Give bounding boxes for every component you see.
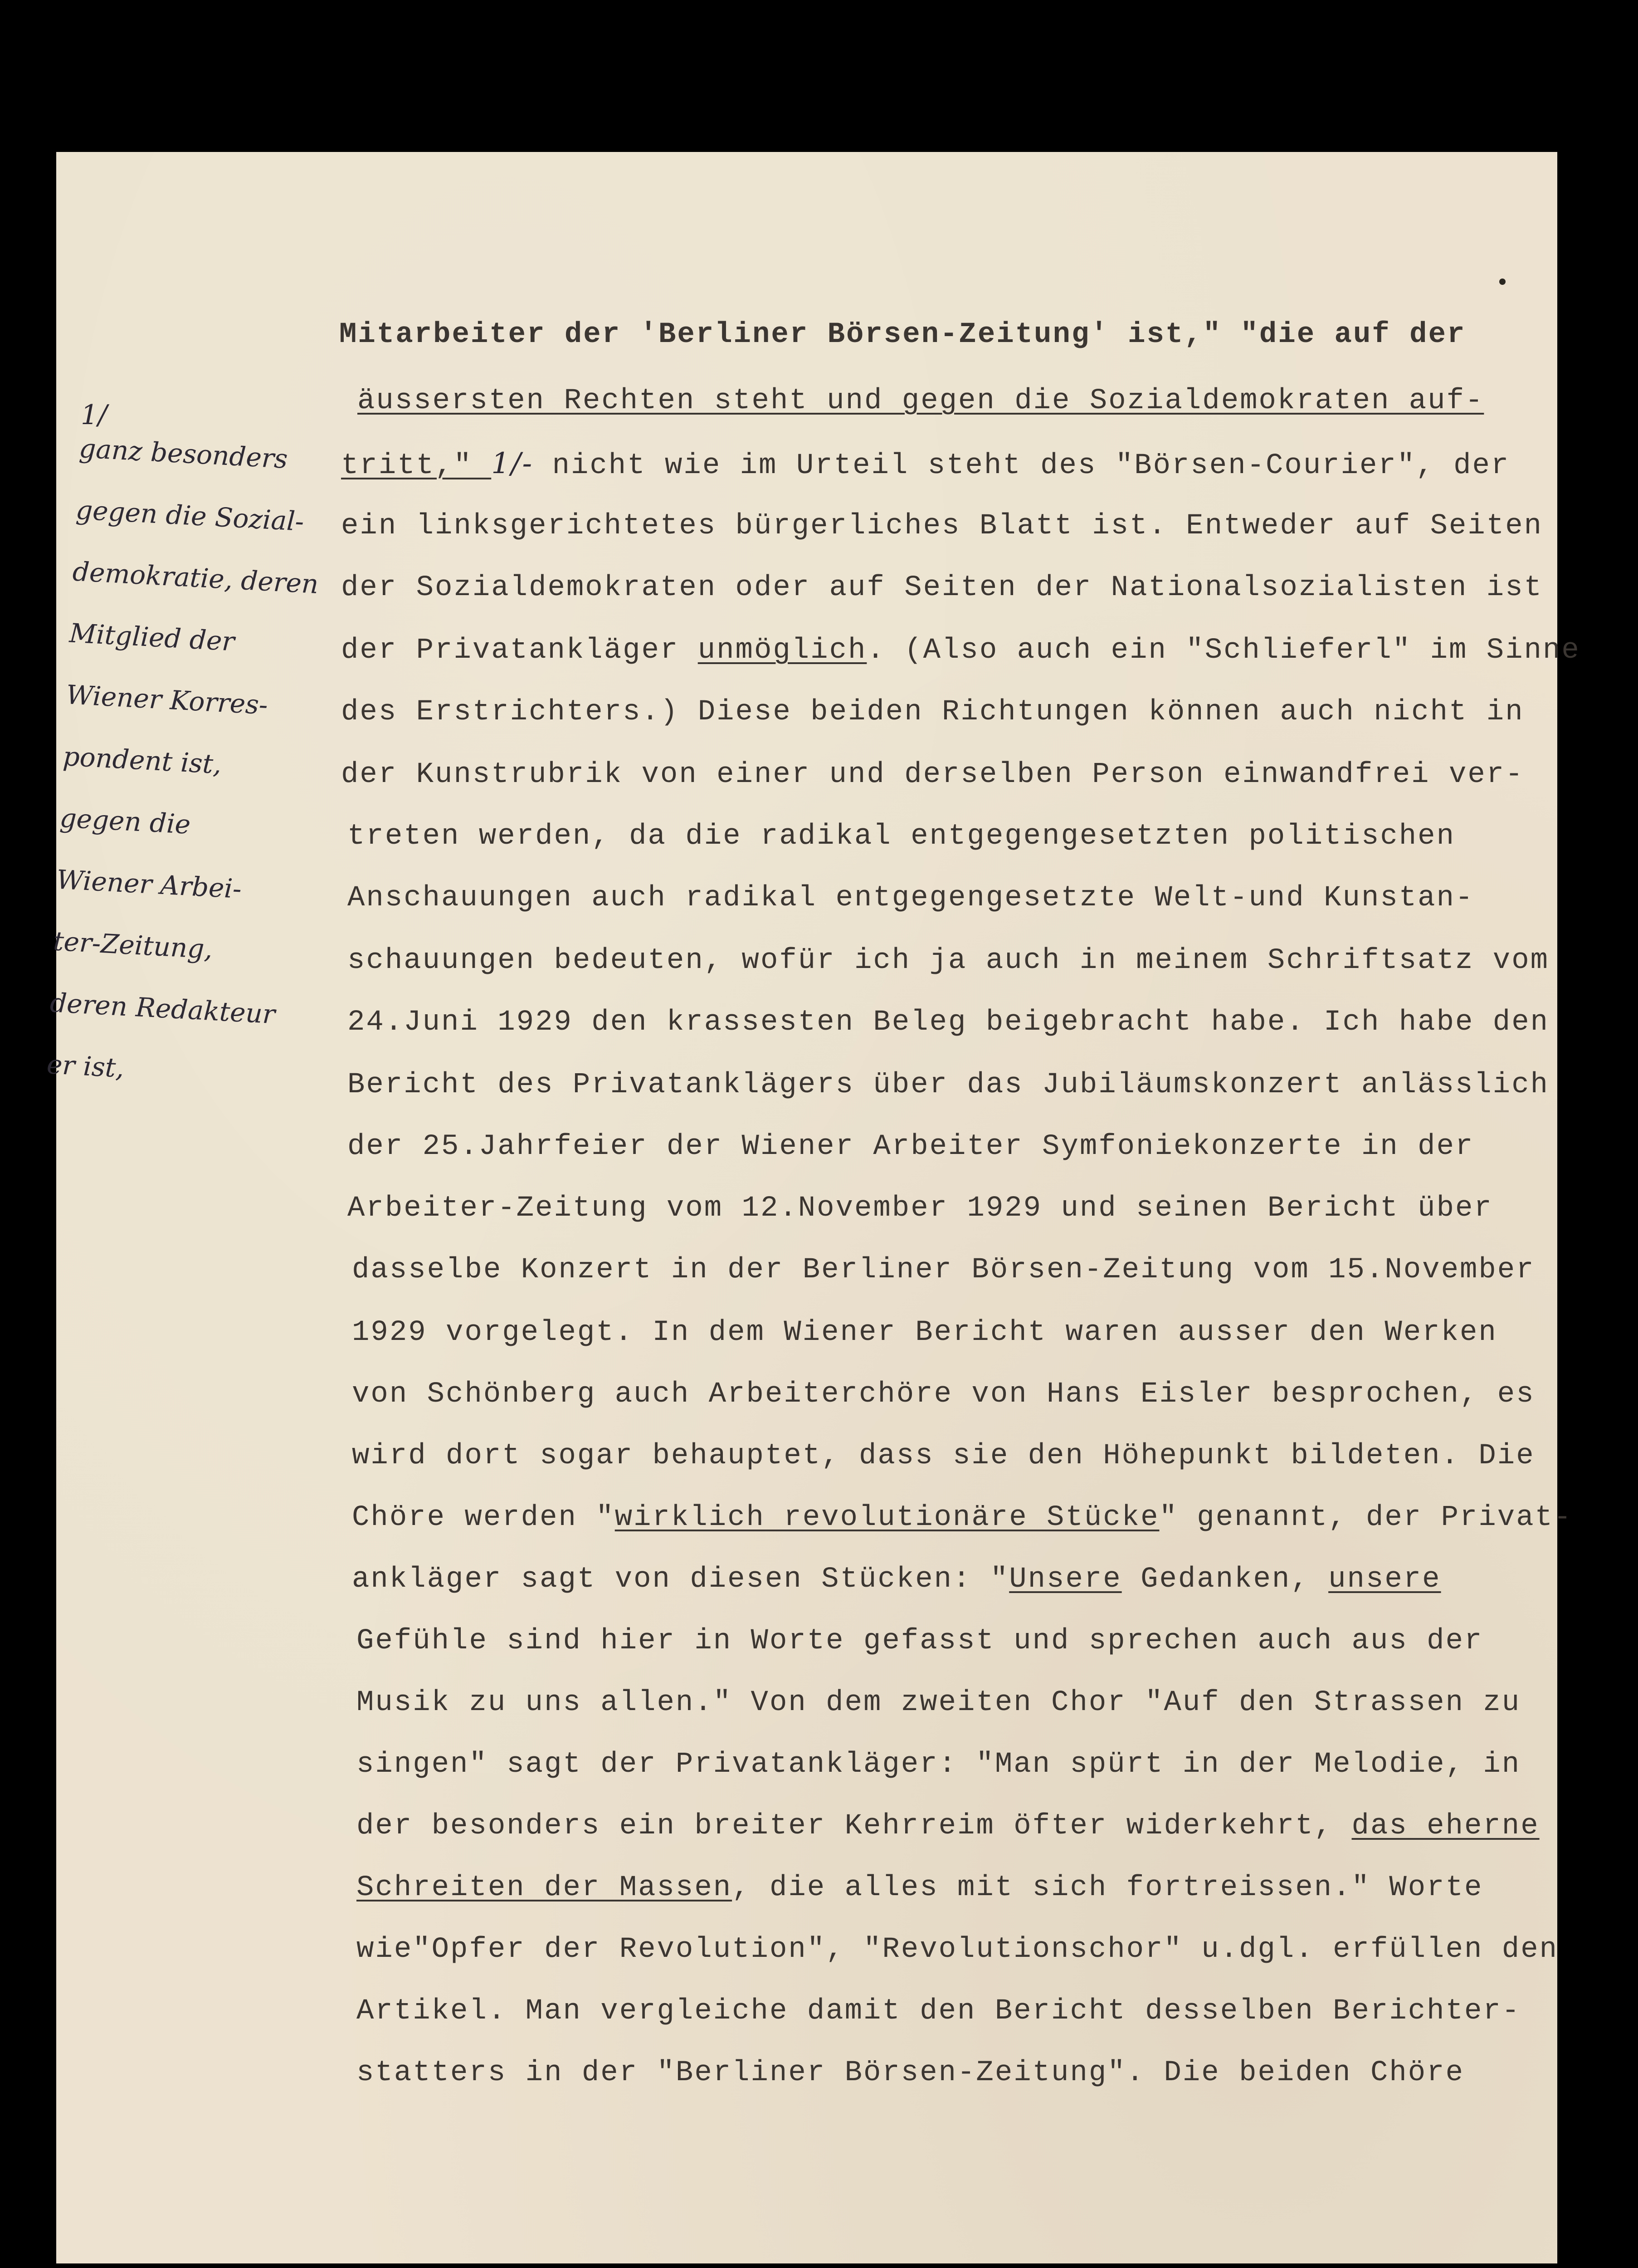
text-line: schauungen bedeuten, wofür ich ja auch in meinem Schriftsatz vom [347,944,1549,977]
text-line: 1929 vorgelegt. In dem Wiener Bericht waren ausser den Werken [352,1316,1497,1349]
text-line: der besonders ein breiter Kehrreim öfter widerkehrt, das eherne [356,1810,1540,1843]
text-line: Artikel. Man vergleiche damit den Bericht desselben Berichter- [356,1995,1521,2028]
margin-note-marker: 1/ [81,399,107,431]
margin-note-line: er ist, [46,1049,125,1084]
text-line: der 25.Jahrfeier der Wiener Arbeiter Symfoniekonzerte in der [347,1130,1474,1163]
text-line: von Schönberg auch Arbeiterchöre von Hans Eisler besprochen, es [352,1378,1535,1411]
text-line: Anschauungen auch radikal entgegengesetzte Welt-und Kunstan- [347,882,1474,914]
margin-note-line: demokratie, deren [72,556,319,600]
text-line: äussersten Rechten steht und gegen die Sozialdemokraten auf- [357,385,1484,417]
margin-note-line: Mitglied der [68,617,235,657]
text-line: der Kunstrubrik von einer und derselben Person einwandfrei ver- [341,758,1524,791]
margin-note-line: gegen die Sozial- [75,494,305,538]
margin-note-line: deren Redakteur [49,987,276,1030]
text-line: ein linksgerichtetes bürgerliches Blatt ist. Entweder auf Seiten [341,510,1543,543]
text-line: tritt," 1/- nicht wie im Urteil steht des "Börsen-Courier", der [341,447,1510,482]
text-line: ankläger sagt von diesen Stücken: "Unsere Gedanken, unsere [352,1563,1441,1596]
text-line: treten werden, da die radikal entgegengesetzten politischen [347,820,1455,853]
margin-note-line: ter-Zeitung, [52,925,214,965]
margin-note-line: gegen die [58,802,191,840]
text-line: Chöre werden "wirklich revolutionäre Stücke" genannt, der Privat- [352,1501,1573,1534]
margin-note-line: Wiener Korres- [65,679,269,721]
text-line: statters in der "Berliner Börsen-Zeitung". Die beiden Chöre [356,2057,1464,2089]
text-line: wird dort sogar behauptet, dass sie den Höhepunkt bildeten. Die [352,1440,1535,1472]
text-line: Schreiten der Massen, die alles mit sich fortreissen." Worte [356,1872,1483,1904]
text-line: Musik zu uns allen." Von dem zweiten Chor "Auf den Strassen zu [356,1686,1521,1719]
insertion-mark: 1/- [491,447,534,480]
text-line: Gefühle sind hier in Worte gefasst und sprechen auch aus der [356,1625,1483,1657]
text-line: singen" sagt der Privatankläger: "Man spürt in der Melodie, in [356,1748,1521,1781]
text-line: der Privatankläger unmöglich. (Also auch ein "Schlieferl" im Sinne [341,634,1580,667]
text-line: dasselbe Konzert in der Berliner Börsen-Zeitung vom 15.November [352,1254,1535,1286]
margin-note-line: Wiener Arbei- [55,864,243,904]
text-line: der Sozialdemokraten oder auf Seiten der Nationalsozialisten ist [341,572,1543,604]
margin-note-line: ganz besonders [78,432,289,474]
margin-note-line: pondent ist, [62,741,223,780]
text-line: Bericht des Privatanklägers über das Jubiläumskonzert anlässlich [347,1069,1549,1101]
text-line: Arbeiter-Zeitung vom 12.November 1929 und seinen Bericht über [347,1192,1493,1225]
text-line: des Erstrichters.) Diese beiden Richtungen können auch nicht in [341,696,1524,728]
text-line: Mitarbeiter der 'Berliner Börsen-Zeitung' ist," "die auf der [339,318,1466,351]
text-line: wie"Opfer der Revolution", "Revolutionschor" u.dgl. erfüllen den [356,1933,1558,1966]
text-line: 24.Juni 1929 den krassesten Beleg beigebracht habe. Ich habe den [347,1006,1549,1039]
